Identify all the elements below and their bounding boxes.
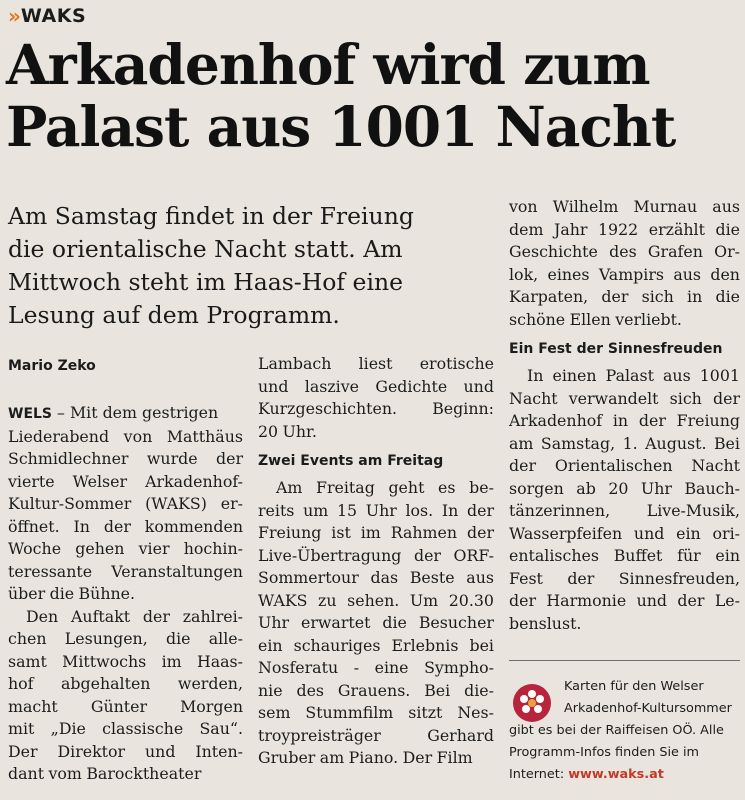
text-line: lok, eines Vampirs aus den — [509, 264, 740, 284]
text-line: Fest der Sinnesfreuden, — [509, 568, 740, 588]
text-line: macht Günter Morgen — [8, 696, 243, 716]
info-line: Arkadenhof-Kultursommer — [564, 701, 732, 716]
text-line: Karpaten, der sich in die — [509, 287, 740, 306]
article-column-1 — [8, 402, 243, 786]
text-line: öffnet. In der kommenden — [8, 516, 243, 536]
text-line: Liederabend von Matthäus — [8, 426, 243, 446]
text-line: Arkadenhof in der Freiung — [509, 411, 740, 430]
text-line: teressante Veranstaltungen — [8, 561, 243, 581]
info-line-url: Internet: www.waks.at — [509, 767, 664, 782]
text-line: Geschichte des Grafen Or- — [509, 242, 740, 261]
dateline: WELS — [8, 406, 53, 422]
text-line: Der Direktor und Inten- — [8, 741, 243, 761]
text-line: samt Mittwochs im Haas- — [8, 651, 243, 671]
section-kicker — [8, 5, 86, 27]
headline-line: Palast aus 1001 Nacht — [6, 94, 676, 159]
text-line: Kultur-Sommer (WAKS) er- — [8, 494, 243, 513]
text-line: mit „Die classische Sau“. — [8, 719, 243, 738]
text-line: Kurzgeschichten. Beginn: — [258, 399, 494, 418]
section-label: WAKS — [20, 5, 87, 27]
text-line: Freiung ist im Rahmen der — [258, 523, 494, 542]
text-line: Nacht verwandelt sich der — [509, 388, 740, 408]
standfirst-line: Lesung auf dem Programm. — [8, 301, 340, 329]
text-line: der Orientalischen Nacht — [509, 456, 740, 475]
text-line: Live-Übertragung der ORF- — [258, 545, 494, 565]
text-line: Sommertour das Beste aus — [258, 568, 494, 587]
text-line: Schmidlechner wurde der — [8, 449, 243, 468]
section-subheading: Zwei Events am Freitag — [258, 453, 444, 469]
text-line: der Harmonie und der Le- — [509, 591, 740, 610]
text-line: In einen Palast aus 1001 — [527, 366, 740, 385]
text-line: troypreisträger Gerhard — [258, 725, 494, 745]
text-line: sorgen ab 20 Uhr Bauch- — [509, 478, 740, 498]
standfirst-line: Mittwoch steht im Haas-Hof eine — [8, 268, 404, 296]
text-line: ein schauriges Erlebnis bei — [258, 635, 494, 655]
text-line: entalisches Buffet für ein — [509, 546, 740, 565]
flower-logo-icon — [513, 684, 551, 722]
divider — [509, 660, 740, 661]
text-line: und laszive Gedichte und — [258, 376, 494, 396]
headline-line: Arkadenhof wird zum — [6, 32, 650, 97]
text-line: benslust. — [509, 613, 582, 633]
text-line: Lambach liest erotische — [258, 354, 494, 373]
text-line: von Wilhelm Murnau aus — [509, 197, 740, 216]
text-line: hof abgehalten werden, — [8, 674, 243, 693]
text-line: Nosferatu - eine Sympho- — [258, 658, 494, 677]
byline: Mario Zeko — [8, 358, 96, 374]
section-subheading: Ein Fest der Sinnesfreuden — [509, 341, 723, 357]
info-line: Karten für den Welser — [564, 679, 704, 694]
text-line: vierte Welser Arkadenhof- — [8, 471, 243, 491]
website-link[interactable]: www.waks.at — [568, 767, 664, 782]
text-line: Woche gehen vier hochin- — [8, 539, 243, 558]
text-line: Den Auftakt der zahlrei- — [26, 606, 243, 626]
article-column-3 — [509, 196, 740, 635]
text-line: Gruber am Piano. Der Film — [258, 748, 473, 767]
text-line: WELS – Mit dem gestrigen — [8, 403, 219, 422]
text-line: über die Bühne. — [8, 584, 136, 603]
chevron-icon: » — [8, 4, 18, 28]
info-line: gibt es bei der Raiffeisen OÖ. Alle — [509, 723, 724, 738]
standfirst-line: Am Samstag findet in der Freiung — [8, 202, 414, 230]
text-line: WAKS zu sehen. Um 20.30 — [258, 590, 494, 610]
text-line: 20 Uhr. — [258, 421, 317, 441]
text-line: dant vom Barocktheater — [8, 764, 202, 783]
text-line: reits um 15 Uhr los. In der — [258, 500, 494, 520]
text-line: Uhr erwartet die Besucher — [258, 613, 494, 632]
text-line: Wasserpfeifen und ein ori- — [509, 523, 740, 543]
headline — [6, 34, 741, 158]
standfirst — [8, 200, 498, 332]
standfirst-line: die orientalische Nacht statt. Am — [8, 235, 403, 263]
text-line: nie des Grauens. Bei die- — [258, 680, 494, 700]
text-line: am Samstag, 1. August. Bei — [509, 433, 740, 453]
text-line: dem Jahr 1922 erzählt die — [509, 219, 740, 239]
text-line: chen Lesungen, die alle- — [8, 629, 243, 648]
info-line: Programm-Infos finden Sie im — [509, 745, 700, 760]
text-line: Am Freitag geht es be- — [276, 478, 494, 497]
info-box — [509, 676, 740, 786]
text-line: schöne Ellen verliebt. — [509, 309, 682, 329]
article-column-2 — [258, 353, 494, 770]
text-line: tänzerinnen, Live-Musik, — [509, 501, 740, 520]
text-line: sem Stummfilm sitzt Nes- — [258, 703, 494, 722]
